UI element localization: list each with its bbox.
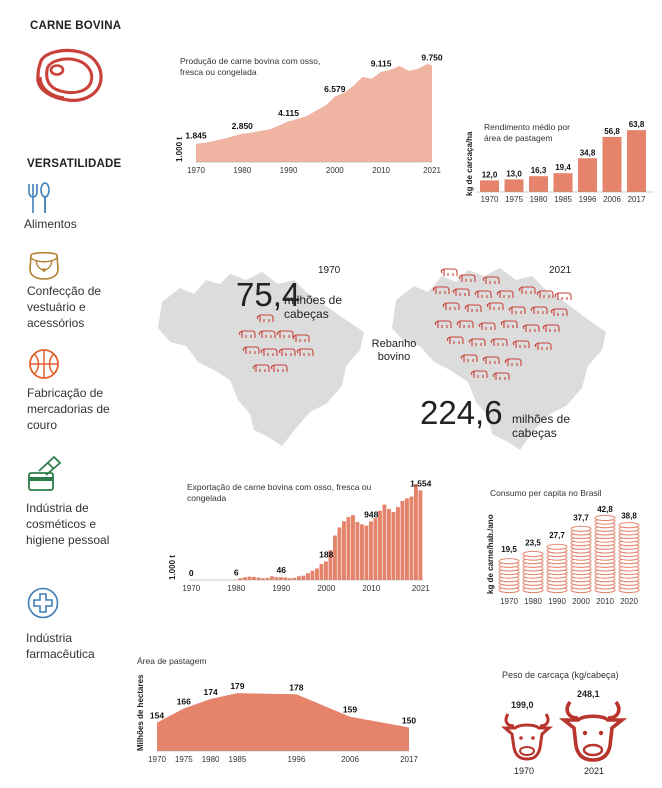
cow-icon <box>535 343 551 350</box>
cattle-icons-2021 <box>430 268 580 390</box>
production-xtick: 1980 <box>233 166 252 175</box>
yield-ylabel: kg de carcaça/ha <box>465 131 474 196</box>
carcass-year-2021: 2021 <box>584 766 605 776</box>
cow-icon <box>493 373 509 380</box>
pasture-xtick: 2017 <box>400 755 418 764</box>
consumption-data-label: 27,7 <box>549 530 565 540</box>
production-data-label: 2.850 <box>231 120 253 131</box>
production-ylabel: 1.000 t <box>175 137 184 162</box>
medical-cross-icon <box>26 586 60 620</box>
yield-xtick: 1980 <box>529 195 548 204</box>
production-data-label: 9.750 <box>421 52 443 63</box>
exports-xtick: 2010 <box>362 584 381 593</box>
cow-icon <box>483 357 499 364</box>
production-xtick: 1990 <box>279 166 298 175</box>
cow-icon <box>509 307 525 314</box>
exports-bar <box>392 512 396 580</box>
exports-bar <box>266 578 270 580</box>
cow-icon <box>457 321 473 328</box>
herd-unit-1970: milhões de cabeças <box>284 293 343 321</box>
cow-icon <box>453 289 469 296</box>
exports-bar <box>347 517 351 580</box>
production-data-label: 4.115 <box>278 108 299 119</box>
exports-bar <box>387 509 391 580</box>
consumption-xtick: 1970 <box>500 597 518 606</box>
yield-bar <box>578 158 597 192</box>
yield-xtick: 1975 <box>505 195 523 204</box>
exports-bar <box>356 522 360 580</box>
yield-bar <box>627 130 646 192</box>
exports-bar <box>342 521 346 580</box>
cosmetics-icon <box>26 453 64 495</box>
herd-unit-2021: milhões de cabeças <box>512 412 571 440</box>
pasture-data-label: 159 <box>342 704 358 715</box>
exports-bar <box>410 497 414 580</box>
yield-bar <box>554 173 573 192</box>
production-title: Produção de carne bovina com osso, <box>180 56 321 66</box>
yield-xtick: 2006 <box>603 195 621 204</box>
pasture-data-label: 178 <box>289 682 304 693</box>
yield-data-label: 12,0 <box>481 170 498 180</box>
chart-yield <box>462 116 657 210</box>
cow-icon <box>433 287 449 294</box>
cow-icon <box>505 359 521 366</box>
yield-title: Rendimento médio por <box>484 122 570 132</box>
exports-bar <box>324 561 328 580</box>
use-label-leather: Fabricação de mercadorias de couro <box>27 386 110 432</box>
cow-icon <box>435 321 451 328</box>
yield-data-label: 56,8 <box>604 126 620 136</box>
cow-icon <box>471 371 487 378</box>
consumption-data-label: 38,8 <box>621 511 637 521</box>
cow-icon <box>501 321 517 328</box>
cattle-icons-1970 <box>238 312 328 384</box>
cow-icon <box>443 303 459 310</box>
exports-bar <box>293 578 297 580</box>
exports-title: congelada <box>187 493 227 503</box>
exports-bar <box>243 577 247 580</box>
cow-icon <box>257 315 273 322</box>
exports-bar <box>365 526 369 580</box>
consumption-data-label: 19,5 <box>501 545 517 555</box>
use-label-food: Alimentos <box>24 217 77 231</box>
pasture-xtick: 1985 <box>228 755 247 764</box>
exports-data-label: 948 <box>364 509 379 520</box>
use-label-cosmetics: Indústria de cosméticos e higiene pessoal <box>26 501 110 547</box>
production-data-label: 9.115 <box>370 58 392 69</box>
exports-bar <box>369 521 373 580</box>
pasture-data-label: 166 <box>176 696 191 707</box>
pasture-data-label: 179 <box>230 681 245 692</box>
exports-data-label: 1.554 <box>410 478 432 489</box>
use-label-clothing: Confecção de vestuário e acessórios <box>27 284 102 330</box>
exports-bar <box>360 524 364 580</box>
pasture-xtick: 1975 <box>174 755 193 764</box>
exports-bar <box>315 568 319 580</box>
chart-exports <box>165 470 430 598</box>
exports-bar <box>248 577 252 580</box>
production-data-label: 6.579 <box>324 83 346 94</box>
exports-bar <box>396 507 400 580</box>
yield-data-label: 34,8 <box>579 148 596 158</box>
consumption-coin <box>619 523 639 528</box>
yield-data-label: 16,3 <box>530 166 547 176</box>
exports-data-label: 6 <box>233 567 239 578</box>
chart-production <box>170 50 443 180</box>
pasture-xtick: 1970 <box>148 755 166 764</box>
exports-xtick: 2000 <box>317 584 336 593</box>
cow-icon <box>497 291 513 298</box>
cutlery-icon <box>24 181 52 215</box>
exports-bar <box>338 527 342 580</box>
cow-icon <box>479 323 495 330</box>
production-xtick: 1970 <box>187 166 205 175</box>
consumption-ylabel: kg de carne/hab./ano <box>486 514 495 594</box>
exports-data-label: 46 <box>276 565 286 576</box>
cow-icon <box>465 305 481 312</box>
chart-consumption <box>485 484 660 610</box>
steak-icon <box>30 46 106 106</box>
cow-icon <box>253 365 269 372</box>
exports-bar <box>284 577 288 580</box>
exports-bar <box>414 484 418 580</box>
exports-bar <box>306 573 310 580</box>
exports-data-label: 0 <box>188 568 194 578</box>
exports-bar <box>351 515 355 580</box>
exports-data-label: 188 <box>319 549 334 560</box>
yield-bar <box>505 179 524 192</box>
production-xtick: 2010 <box>372 166 390 175</box>
cow-icon <box>519 287 535 294</box>
exports-bar <box>419 490 423 580</box>
cow-icon <box>459 275 475 282</box>
herd-value-1970: 75,4 <box>236 276 301 313</box>
map-year-1970: 1970 <box>318 265 341 276</box>
consumption-title: Consumo per capita no Brasil <box>490 488 602 498</box>
consumption-coin <box>571 526 591 531</box>
yield-xtick: 1996 <box>578 195 597 204</box>
page-title: CARNE BOVINA <box>30 20 122 32</box>
cow-icon <box>531 307 547 314</box>
carcass-year-1970: 1970 <box>514 766 535 776</box>
cow-icon <box>461 355 477 362</box>
cow-icon <box>551 309 567 316</box>
cow-icon <box>293 335 309 342</box>
yield-data-label: 13,0 <box>506 169 522 179</box>
pasture-xtick: 1980 <box>201 755 220 764</box>
cow-icon <box>447 337 463 344</box>
use-label-pharma: Indústria farmacêutica <box>26 631 95 661</box>
exports-xtick: 1990 <box>272 584 291 593</box>
pasture-title: Área de pastagem <box>137 656 207 666</box>
cow-icon <box>555 293 571 300</box>
consumption-xtick: 2000 <box>572 597 590 606</box>
cow-icon <box>261 349 277 356</box>
basketball-icon <box>27 347 61 381</box>
consumption-xtick: 2010 <box>596 597 614 606</box>
pasture-xtick: 2006 <box>341 755 359 764</box>
cow-icon <box>543 325 559 332</box>
exports-bar <box>297 576 301 580</box>
production-area <box>196 64 432 162</box>
cow-icon <box>469 339 485 346</box>
cow-icon <box>271 365 287 372</box>
cow-icon <box>279 349 295 356</box>
exports-xtick: 2021 <box>411 584 430 593</box>
carcass-value-1970: 199,0 <box>511 700 534 710</box>
exports-bar <box>252 577 256 580</box>
yield-bar <box>529 176 548 192</box>
pasture-data-label: 154 <box>149 710 165 721</box>
herd-value-2021: 224,6 <box>420 394 503 431</box>
cow-icon <box>491 339 507 346</box>
cow-icon <box>537 291 553 298</box>
handbag-icon <box>27 249 61 281</box>
exports-bar <box>333 535 337 580</box>
exports-bar <box>311 571 315 580</box>
yield-xtick: 2017 <box>627 195 646 204</box>
consumption-data-label: 23,5 <box>525 538 541 548</box>
cow-icon <box>483 277 499 284</box>
exports-xtick: 1970 <box>182 584 201 593</box>
pasture-xtick: 1996 <box>287 755 306 764</box>
exports-bar <box>383 505 387 580</box>
exports-bar <box>374 518 378 580</box>
production-title: fresca ou congelada <box>180 67 257 77</box>
yield-bar <box>603 137 622 192</box>
cow-icon <box>523 325 539 332</box>
map-year-2021: 2021 <box>549 265 572 276</box>
consumption-coin <box>523 551 543 556</box>
yield-xtick: 1985 <box>554 195 572 204</box>
exports-bar <box>302 576 306 580</box>
cow-icon <box>277 331 293 338</box>
pasture-data-label: 150 <box>401 715 417 726</box>
yield-title: área de pastagem <box>484 133 553 143</box>
consumption-data-label: 42,8 <box>597 504 613 514</box>
cow-icon <box>475 291 491 298</box>
cow-icon <box>259 331 275 338</box>
cow-icon <box>441 269 457 276</box>
cow-icon <box>297 349 313 356</box>
cow-icon <box>513 341 529 348</box>
consumption-xtick: 1990 <box>548 597 566 606</box>
cow-icon <box>487 303 503 310</box>
exports-ylabel: 1.000 t <box>168 555 177 580</box>
exports-bar <box>405 498 409 580</box>
chart-pasture <box>133 652 423 772</box>
herd-label: Rebanho bovino <box>371 338 417 363</box>
yield-data-label: 19,4 <box>555 163 571 173</box>
exports-xtick: 1980 <box>227 584 246 593</box>
exports-title: Exportação de carne bovina com osso, fresca ou <box>187 482 372 492</box>
cow-icon <box>243 347 259 354</box>
exports-bar <box>275 577 279 580</box>
consumption-xtick: 1980 <box>524 597 542 606</box>
yield-xtick: 1970 <box>480 195 499 204</box>
carcass-title: Peso de carcaça (kg/cabeça) <box>502 670 619 680</box>
exports-bar <box>257 578 261 580</box>
production-xtick: 2000 <box>325 166 344 175</box>
consumption-coin <box>547 544 567 549</box>
consumption-coin <box>499 559 519 564</box>
cow-head-2021-icon <box>560 698 626 764</box>
consumption-data-label: 37,7 <box>573 513 589 523</box>
exports-bar <box>401 501 405 580</box>
yield-bar <box>480 180 499 192</box>
consumption-coin <box>595 515 615 520</box>
exports-bar <box>320 564 324 580</box>
consumption-xtick: 2020 <box>620 597 638 606</box>
exports-bar <box>378 511 382 580</box>
production-data-label: 1.845 <box>185 130 207 141</box>
cow-icon <box>239 331 255 338</box>
pasture-data-label: 174 <box>203 687 218 697</box>
pasture-area <box>157 693 409 751</box>
section-title: VERSATILIDADE <box>27 158 122 170</box>
pasture-ylabel: Milhões de hectares <box>136 674 145 751</box>
exports-bar <box>279 577 283 580</box>
cow-head-1970-icon <box>500 710 554 762</box>
production-xtick: 2021 <box>423 166 441 175</box>
exports-bar <box>270 576 274 580</box>
yield-data-label: 63,8 <box>628 120 645 130</box>
carcass-value-2021: 248,1 <box>577 689 600 699</box>
